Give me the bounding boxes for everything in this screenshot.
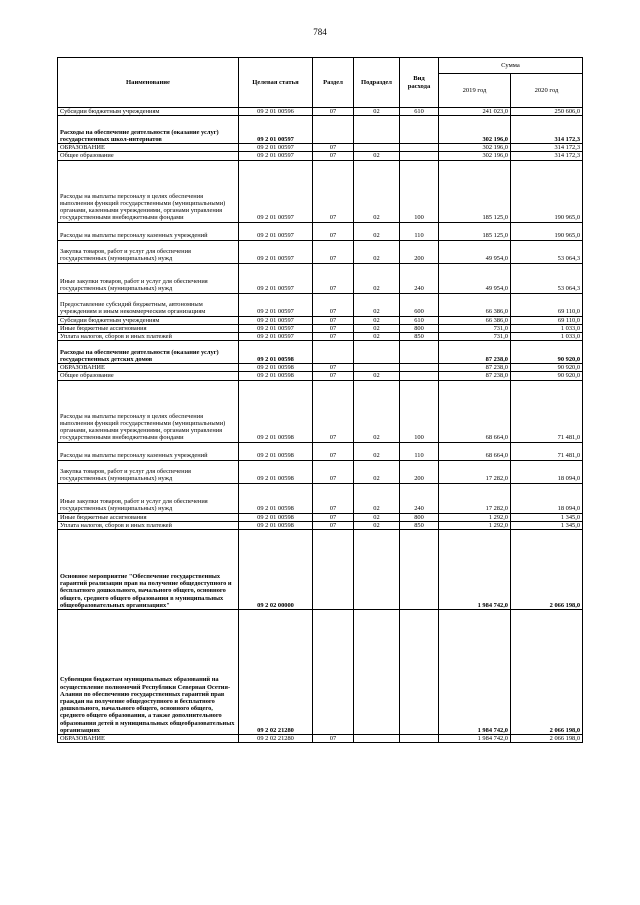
cell-target: 09 2 02 21280 xyxy=(239,735,313,743)
cell-v2019: 302 196,0 xyxy=(439,144,511,152)
cell-vr: 200 xyxy=(400,240,439,263)
cell-v2020: 2 066 198,0 xyxy=(511,735,583,743)
cell-v2020: 90 920,0 xyxy=(511,364,583,372)
cell-v2019: 241 023,0 xyxy=(439,108,511,116)
cell-sub xyxy=(354,341,400,364)
cell-name: Субсидии бюджетным учреждениям xyxy=(58,316,239,324)
cell-sub: 02 xyxy=(354,152,400,160)
cell-section: 07 xyxy=(313,240,354,263)
cell-target: 09 2 01 00598 xyxy=(239,513,313,521)
cell-name: ОБРАЗОВАНИЕ xyxy=(58,735,239,743)
cell-section: 07 xyxy=(313,293,354,316)
cell-target: 09 2 01 00597 xyxy=(239,222,313,240)
cell-v2019: 185 125,0 xyxy=(439,160,511,222)
cell-name: Расходы на выплаты персоналу казенных учреждений xyxy=(58,222,239,240)
cell-vr xyxy=(400,372,439,380)
cell-section xyxy=(313,341,354,364)
cell-v2019: 302 196,0 xyxy=(439,152,511,160)
cell-vr: 100 xyxy=(400,160,439,222)
cell-target: 09 2 02 00000 xyxy=(239,530,313,610)
cell-vr: 850 xyxy=(400,333,439,341)
cell-v2019: 68 664,0 xyxy=(439,442,511,460)
cell-name: Уплата налогов, сборов и иных платежей xyxy=(58,333,239,341)
cell-target: 09 2 02 21280 xyxy=(239,610,313,735)
cell-v2020: 1 345,0 xyxy=(511,513,583,521)
cell-v2019: 1 292,0 xyxy=(439,513,511,521)
cell-section: 07 xyxy=(313,152,354,160)
cell-v2019: 731,0 xyxy=(439,333,511,341)
cell-vr: 240 xyxy=(400,263,439,293)
budget-table xyxy=(57,57,583,743)
table-row xyxy=(58,333,583,341)
cell-v2019: 1 984 742,0 xyxy=(439,610,511,735)
cell-vr: 200 xyxy=(400,460,439,483)
cell-sub: 02 xyxy=(354,316,400,324)
cell-target: 09 2 01 00597 xyxy=(239,293,313,316)
cell-v2019: 302 196,0 xyxy=(439,116,511,144)
cell-v2019: 87 238,0 xyxy=(439,372,511,380)
header-exp-type: Вид расхода xyxy=(400,58,439,108)
cell-v2020: 314 172,3 xyxy=(511,144,583,152)
cell-vr: 110 xyxy=(400,442,439,460)
cell-target: 09 2 01 00598 xyxy=(239,380,313,442)
cell-target: 09 2 01 00597 xyxy=(239,316,313,324)
cell-vr xyxy=(400,116,439,144)
table-row xyxy=(58,372,583,380)
cell-section: 07 xyxy=(313,222,354,240)
cell-vr xyxy=(400,144,439,152)
cell-vr: 240 xyxy=(400,483,439,513)
header-2020: 2020 год xyxy=(511,74,583,108)
cell-section: 07 xyxy=(313,735,354,743)
cell-v2020: 2 066 198,0 xyxy=(511,610,583,735)
header-sum: Сумма xyxy=(439,58,583,74)
cell-section: 07 xyxy=(313,372,354,380)
cell-v2020: 314 172,3 xyxy=(511,116,583,144)
cell-sub: 02 xyxy=(354,240,400,263)
cell-target: 09 2 01 00598 xyxy=(239,341,313,364)
table-row xyxy=(58,735,583,743)
cell-target: 09 2 01 00598 xyxy=(239,483,313,513)
cell-name: Закупка товаров, работ и услуг для обеспечения государственных (муниципальных) нужд xyxy=(58,240,239,263)
cell-v2019: 66 386,0 xyxy=(439,293,511,316)
cell-name: ОБРАЗОВАНИЕ xyxy=(58,144,239,152)
cell-sub: 02 xyxy=(354,513,400,521)
cell-v2019: 49 954,0 xyxy=(439,240,511,263)
table-row xyxy=(58,341,583,364)
cell-v2020: 53 064,3 xyxy=(511,240,583,263)
cell-sub: 02 xyxy=(354,293,400,316)
cell-name: Иные бюджетные ассигнования xyxy=(58,513,239,521)
table-row xyxy=(58,364,583,372)
cell-sub xyxy=(354,144,400,152)
cell-v2019: 87 238,0 xyxy=(439,341,511,364)
cell-name: Расходы на выплаты персоналу в целях обеспечения выполнения функций государственными (муниципальными) органами, казенными учреждениями, органами управления государственными внебюджетными фондами xyxy=(58,380,239,442)
cell-name: Расходы на выплаты персоналу казенных учреждений xyxy=(58,442,239,460)
cell-vr xyxy=(400,152,439,160)
cell-v2019: 68 664,0 xyxy=(439,380,511,442)
table-row xyxy=(58,116,583,144)
cell-vr: 100 xyxy=(400,380,439,442)
cell-sub: 02 xyxy=(354,460,400,483)
cell-target: 09 2 01 00597 xyxy=(239,333,313,341)
cell-v2019: 1 984 742,0 xyxy=(439,530,511,610)
cell-v2020: 1 033,0 xyxy=(511,324,583,332)
cell-target: 09 2 01 00596 xyxy=(239,108,313,116)
cell-section: 07 xyxy=(313,108,354,116)
cell-v2020: 1 033,0 xyxy=(511,333,583,341)
table-row xyxy=(58,293,583,316)
cell-name: Расходы на выплаты персоналу в целях обеспечения выполнения функций государственными (муниципальными) органами, казенными учреждениями, органами управления государственными внебюджетными фондами xyxy=(58,160,239,222)
cell-target: 09 2 01 00598 xyxy=(239,460,313,483)
cell-section: 07 xyxy=(313,513,354,521)
cell-sub: 02 xyxy=(354,372,400,380)
cell-sub: 02 xyxy=(354,521,400,529)
cell-name: Предоставление субсидий бюджетным, автономным учреждениям и иным некоммерческим организациям xyxy=(58,293,239,316)
header-name: Наименование xyxy=(58,58,239,108)
cell-v2020: 18 094,0 xyxy=(511,460,583,483)
cell-section: 07 xyxy=(313,316,354,324)
cell-name: Уплата налогов, сборов и иных платежей xyxy=(58,521,239,529)
cell-sub: 02 xyxy=(354,108,400,116)
cell-v2020: 250 606,0 xyxy=(511,108,583,116)
table-row xyxy=(58,316,583,324)
cell-vr: 610 xyxy=(400,316,439,324)
cell-target: 09 2 01 00598 xyxy=(239,442,313,460)
cell-v2019: 17 282,0 xyxy=(439,483,511,513)
cell-name: Расходы на обеспечение деятельности (оказание услуг) государственных детских домов xyxy=(58,341,239,364)
cell-name: Расходы на обеспечение деятельности (оказание услуг) государственных школ-интернатов xyxy=(58,116,239,144)
cell-name: Иные бюджетные ассигнования xyxy=(58,324,239,332)
table-row xyxy=(58,222,583,240)
cell-target: 09 2 01 00598 xyxy=(239,372,313,380)
cell-section: 07 xyxy=(313,483,354,513)
table-row xyxy=(58,144,583,152)
cell-v2019: 17 282,0 xyxy=(439,460,511,483)
table-body xyxy=(58,108,583,743)
cell-section: 07 xyxy=(313,460,354,483)
cell-sub: 02 xyxy=(354,333,400,341)
cell-section xyxy=(313,530,354,610)
cell-vr xyxy=(400,530,439,610)
cell-v2019: 1 984 742,0 xyxy=(439,735,511,743)
cell-target: 09 2 01 00597 xyxy=(239,240,313,263)
cell-vr: 800 xyxy=(400,324,439,332)
cell-vr xyxy=(400,341,439,364)
cell-v2019: 49 954,0 xyxy=(439,263,511,293)
cell-section: 07 xyxy=(313,263,354,293)
cell-v2020: 2 066 198,0 xyxy=(511,530,583,610)
cell-sub xyxy=(354,610,400,735)
cell-section: 07 xyxy=(313,144,354,152)
cell-section: 07 xyxy=(313,442,354,460)
cell-sub xyxy=(354,530,400,610)
cell-sub: 02 xyxy=(354,483,400,513)
cell-name: Иные закупки товаров, работ и услуг для обеспечения государственных (муниципальных) нужд xyxy=(58,263,239,293)
cell-target: 09 2 01 00597 xyxy=(239,152,313,160)
table-row xyxy=(58,380,583,442)
page-number: 784 xyxy=(313,27,327,37)
cell-sub: 02 xyxy=(354,442,400,460)
cell-name: Основное мероприятие "Обеспечение государственных гарантий реализации прав на получение общедоступного и бесплатного дошкольного, начального общего, основного общего, среднего общего образования в муниципальных общеобразовательных организациях" xyxy=(58,530,239,610)
cell-section: 07 xyxy=(313,380,354,442)
table-row xyxy=(58,152,583,160)
header-2019: 2019 год xyxy=(439,74,511,108)
cell-sub: 02 xyxy=(354,160,400,222)
cell-sub: 02 xyxy=(354,222,400,240)
header-section: Раздел xyxy=(313,58,354,108)
cell-name: Субсидии бюджетным учреждениям xyxy=(58,108,239,116)
cell-vr xyxy=(400,610,439,735)
cell-v2020: 190 965,0 xyxy=(511,222,583,240)
cell-name: Иные закупки товаров, работ и услуг для обеспечения государственных (муниципальных) нужд xyxy=(58,483,239,513)
cell-section: 07 xyxy=(313,160,354,222)
table-row xyxy=(58,108,583,116)
cell-vr xyxy=(400,735,439,743)
table-row xyxy=(58,324,583,332)
cell-v2020: 1 345,0 xyxy=(511,521,583,529)
cell-sub xyxy=(354,364,400,372)
cell-name: Субвенции бюджетам муниципальных образований на осуществление полномочий Республики Северная Осетия-Алания по обеспечению государственных гарантий прав граждан на получение общедоступного и бесплатного дошкольного, начального общего, основного общего, среднего общего образования, а также дополнительного образования детей в муниципальных общеобразовательных организациях xyxy=(58,610,239,735)
table-row xyxy=(58,610,583,735)
cell-v2019: 87 238,0 xyxy=(439,364,511,372)
cell-name: Закупка товаров, работ и услуг для обеспечения государственных (муниципальных) нужд xyxy=(58,460,239,483)
table-row xyxy=(58,483,583,513)
cell-v2020: 71 481,0 xyxy=(511,442,583,460)
cell-v2020: 90 920,0 xyxy=(511,372,583,380)
cell-section: 07 xyxy=(313,324,354,332)
cell-target: 09 2 01 00597 xyxy=(239,116,313,144)
cell-sub: 02 xyxy=(354,324,400,332)
cell-v2020: 69 110,0 xyxy=(511,293,583,316)
cell-v2019: 1 292,0 xyxy=(439,521,511,529)
cell-v2019: 185 125,0 xyxy=(439,222,511,240)
cell-target: 09 2 01 00597 xyxy=(239,324,313,332)
table-row xyxy=(58,442,583,460)
cell-target: 09 2 01 00598 xyxy=(239,364,313,372)
cell-v2020: 71 481,0 xyxy=(511,380,583,442)
cell-vr: 600 xyxy=(400,293,439,316)
cell-vr: 850 xyxy=(400,521,439,529)
cell-sub: 02 xyxy=(354,380,400,442)
cell-v2020: 69 110,0 xyxy=(511,316,583,324)
cell-v2020: 314 172,3 xyxy=(511,152,583,160)
header-subsection: Подраздел xyxy=(354,58,400,108)
cell-v2019: 731,0 xyxy=(439,324,511,332)
cell-name: Общее образование xyxy=(58,372,239,380)
cell-name: Общее образование xyxy=(58,152,239,160)
table-row xyxy=(58,513,583,521)
table-row xyxy=(58,263,583,293)
table-row xyxy=(58,530,583,610)
cell-v2020: 18 094,0 xyxy=(511,483,583,513)
cell-v2019: 66 386,0 xyxy=(439,316,511,324)
table-row xyxy=(58,460,583,483)
cell-section: 07 xyxy=(313,333,354,341)
cell-sub xyxy=(354,735,400,743)
cell-name: ОБРАЗОВАНИЕ xyxy=(58,364,239,372)
cell-section: 07 xyxy=(313,364,354,372)
cell-sub: 02 xyxy=(354,263,400,293)
header-target: Целевая статья xyxy=(239,58,313,108)
table-row xyxy=(58,160,583,222)
cell-target: 09 2 01 00597 xyxy=(239,263,313,293)
cell-v2020: 190 965,0 xyxy=(511,160,583,222)
cell-section xyxy=(313,116,354,144)
cell-vr xyxy=(400,364,439,372)
cell-vr: 110 xyxy=(400,222,439,240)
table-row xyxy=(58,521,583,529)
cell-target: 09 2 01 00597 xyxy=(239,144,313,152)
cell-target: 09 2 01 00597 xyxy=(239,160,313,222)
cell-vr: 800 xyxy=(400,513,439,521)
cell-v2020: 53 064,3 xyxy=(511,263,583,293)
cell-section xyxy=(313,610,354,735)
cell-sub xyxy=(354,116,400,144)
cell-vr: 610 xyxy=(400,108,439,116)
cell-section: 07 xyxy=(313,521,354,529)
cell-v2020: 90 920,0 xyxy=(511,341,583,364)
table-row xyxy=(58,240,583,263)
cell-target: 09 2 01 00598 xyxy=(239,521,313,529)
